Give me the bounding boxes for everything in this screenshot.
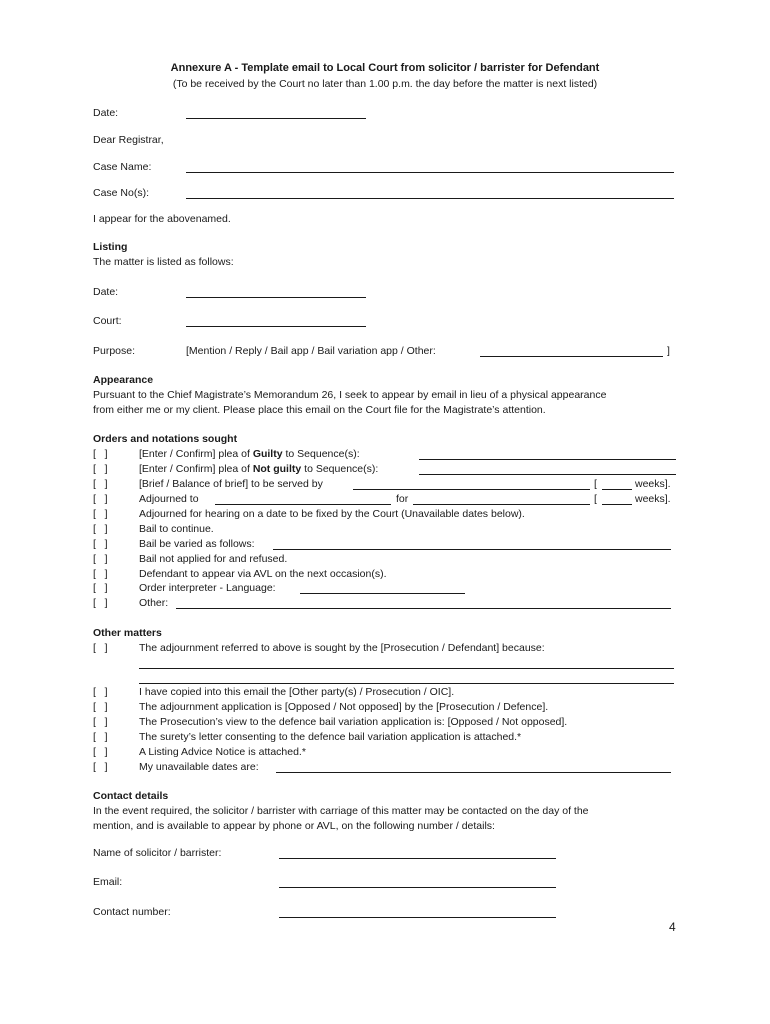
checkbox-copied[interactable]: [ ] — [93, 686, 108, 698]
appear-text: I appear for the abovenamed. — [93, 213, 231, 225]
orders-heading: Orders and notations sought — [93, 433, 238, 445]
order-not-guilty-bold: Not guilty — [252, 463, 302, 475]
checkbox-prosecution-view[interactable]: [ ] — [93, 716, 108, 728]
other-matters-heading: Other matters — [93, 627, 162, 639]
order-guilty-pre: [Enter / Confirm] plea of — [139, 448, 253, 460]
order-guilty-plea — [139, 447, 360, 461]
checkbox-guilty[interactable]: [ ] — [93, 448, 108, 460]
order-interpreter: Order interpreter - Language: — [139, 582, 276, 594]
solicitor-name-blank[interactable] — [279, 858, 556, 859]
checkbox-unavailable[interactable]: [ ] — [93, 761, 108, 773]
checkbox-brief[interactable]: [ ] — [93, 478, 108, 490]
brief-weeks-open: [ — [594, 478, 597, 490]
order-not-guilty-post: to Sequence(s): — [301, 463, 379, 475]
unavailable-text: My unavailable dates are: — [139, 761, 259, 773]
case-no-label: Case No(s): — [93, 187, 150, 199]
checkbox-not-guilty[interactable]: [ ] — [93, 463, 108, 475]
copied-text: I have copied into this email the [Other party(s) / Prosecution / OIC]. — [139, 686, 455, 698]
case-name-label: Case Name: — [93, 161, 152, 173]
checkbox-surety-letter[interactable]: [ ] — [93, 731, 108, 743]
listing-purpose-close: ] — [667, 345, 670, 357]
checkbox-bail-varied[interactable]: [ ] — [93, 538, 108, 550]
document-title: Annexure A - Template email to Local Court from solicitor / barrister for Defendant — [170, 62, 600, 74]
order-other-blank[interactable] — [176, 608, 671, 609]
order-bail-continue: Bail to continue. — [139, 523, 214, 535]
case-name-blank[interactable] — [186, 172, 674, 173]
email-blank[interactable] — [279, 887, 556, 888]
order-hearing: Adjourned for hearing on a date to be fixed by the Court (Unavailable dates below). — [139, 508, 525, 520]
checkbox-adjourned[interactable]: [ ] — [93, 493, 108, 505]
order-guilty-post: to Sequence(s): — [282, 448, 360, 460]
order-brief: [Brief / Balance of brief] to be served by — [139, 478, 323, 490]
order-bail-refused: Bail not applied for and refused. — [139, 553, 288, 565]
checkbox-listing-advice[interactable]: [ ] — [93, 746, 108, 758]
appearance-line-2: from either me or my client. Please place this email on the Court file for the Magistrate’s attention. — [93, 404, 546, 416]
page-number: 4 — [669, 920, 676, 934]
interpreter-language-blank[interactable] — [300, 593, 465, 594]
order-adjourned-to: Adjourned to — [139, 493, 199, 505]
brief-weeks-close: weeks]. — [635, 478, 671, 490]
checkbox-bail-continue[interactable]: [ ] — [93, 523, 108, 535]
adjournment-reason-blank-1[interactable] — [139, 668, 674, 669]
order-bail-varied: Bail be varied as follows: — [139, 538, 255, 550]
appearance-line-1: Pursuant to the Chief Magistrate’s Memorandum 26, I seek to appear by email in lieu of a physical appearance — [93, 389, 607, 401]
listing-court-label: Court: — [93, 315, 122, 327]
adjournment-reason-blank-2[interactable] — [139, 683, 674, 684]
contact-heading: Contact details — [93, 790, 169, 802]
checkbox-interpreter[interactable]: [ ] — [93, 582, 108, 594]
contact-number-label: Contact number: — [93, 906, 171, 918]
adjournment-reason-text: The adjournment referred to above is sought by the [Prosecution / Defendant] because: — [139, 642, 545, 654]
document-subtitle: (To be received by the Court no later than 1.00 p.m. the day before the matter is next listed) — [172, 78, 598, 90]
date-blank[interactable] — [186, 118, 366, 119]
order-adjourned-for: for — [396, 493, 409, 505]
case-no-blank[interactable] — [186, 198, 674, 199]
not-guilty-sequence-blank[interactable] — [419, 474, 676, 475]
contact-line-2: mention, and is available to appear by phone or AVL, on the following number / details: — [93, 820, 495, 832]
listing-intro: The matter is listed as follows: — [93, 256, 234, 268]
order-guilty-bold: Guilty — [252, 448, 283, 460]
order-not-guilty-plea — [139, 462, 378, 476]
checkbox-other[interactable]: [ ] — [93, 597, 108, 609]
adjourned-to-blank[interactable] — [215, 504, 391, 505]
order-avl: Defendant to appear via AVL on the next occasion(s). — [139, 568, 387, 580]
email-label: Email: — [93, 876, 123, 888]
surety-letter-text: The surety’s letter consenting to the defence bail variation application is attached.* — [139, 731, 522, 743]
order-not-guilty-pre: [Enter / Confirm] plea of — [139, 463, 253, 475]
brief-date-blank[interactable] — [353, 489, 590, 490]
listing-court-blank[interactable] — [186, 326, 366, 327]
listing-date-blank[interactable] — [186, 297, 366, 298]
adjourned-weeks-open: [ — [594, 493, 597, 505]
contact-line-1: In the event required, the solicitor / barrister with carriage of this matter may be contacted on the day of the — [93, 805, 589, 817]
greeting: Dear Registrar, — [93, 134, 164, 146]
order-other: Other: — [139, 597, 169, 609]
checkbox-adjournment-reason[interactable]: [ ] — [93, 642, 108, 654]
appearance-heading: Appearance — [93, 374, 154, 386]
brief-weeks-blank[interactable] — [602, 489, 632, 490]
guilty-sequence-blank[interactable] — [419, 459, 676, 460]
adjourned-for-blank[interactable] — [413, 504, 590, 505]
checkbox-hearing[interactable]: [ ] — [93, 508, 108, 520]
solicitor-name-label: Name of solicitor / barrister: — [93, 847, 222, 859]
listing-purpose-other-blank[interactable] — [480, 356, 663, 357]
date-label: Date: — [93, 107, 119, 119]
checkbox-avl[interactable]: [ ] — [93, 568, 108, 580]
listing-date-label: Date: — [93, 286, 119, 298]
adjourned-weeks-blank[interactable] — [602, 504, 632, 505]
adj-application-text: The adjournment application is [Opposed / Not opposed] by the [Prosecution / Defence]. — [139, 701, 549, 713]
prosecution-view-text: The Prosecution’s view to the defence bail variation application is: [Opposed / Not opposed]. — [139, 716, 568, 728]
listing-purpose-label: Purpose: — [93, 345, 136, 357]
adjourned-weeks-close: weeks]. — [635, 493, 671, 505]
listing-purpose-text: [Mention / Reply / Bail app / Bail variation app / Other: — [186, 345, 436, 357]
listing-advice-text: A Listing Advice Notice is attached.* — [139, 746, 306, 758]
unavailable-dates-blank[interactable] — [276, 772, 671, 773]
checkbox-bail-refused[interactable]: [ ] — [93, 553, 108, 565]
checkbox-adj-application[interactable]: [ ] — [93, 701, 108, 713]
listing-heading: Listing — [93, 241, 128, 253]
contact-number-blank[interactable] — [279, 917, 556, 918]
bail-varied-blank[interactable] — [273, 549, 671, 550]
